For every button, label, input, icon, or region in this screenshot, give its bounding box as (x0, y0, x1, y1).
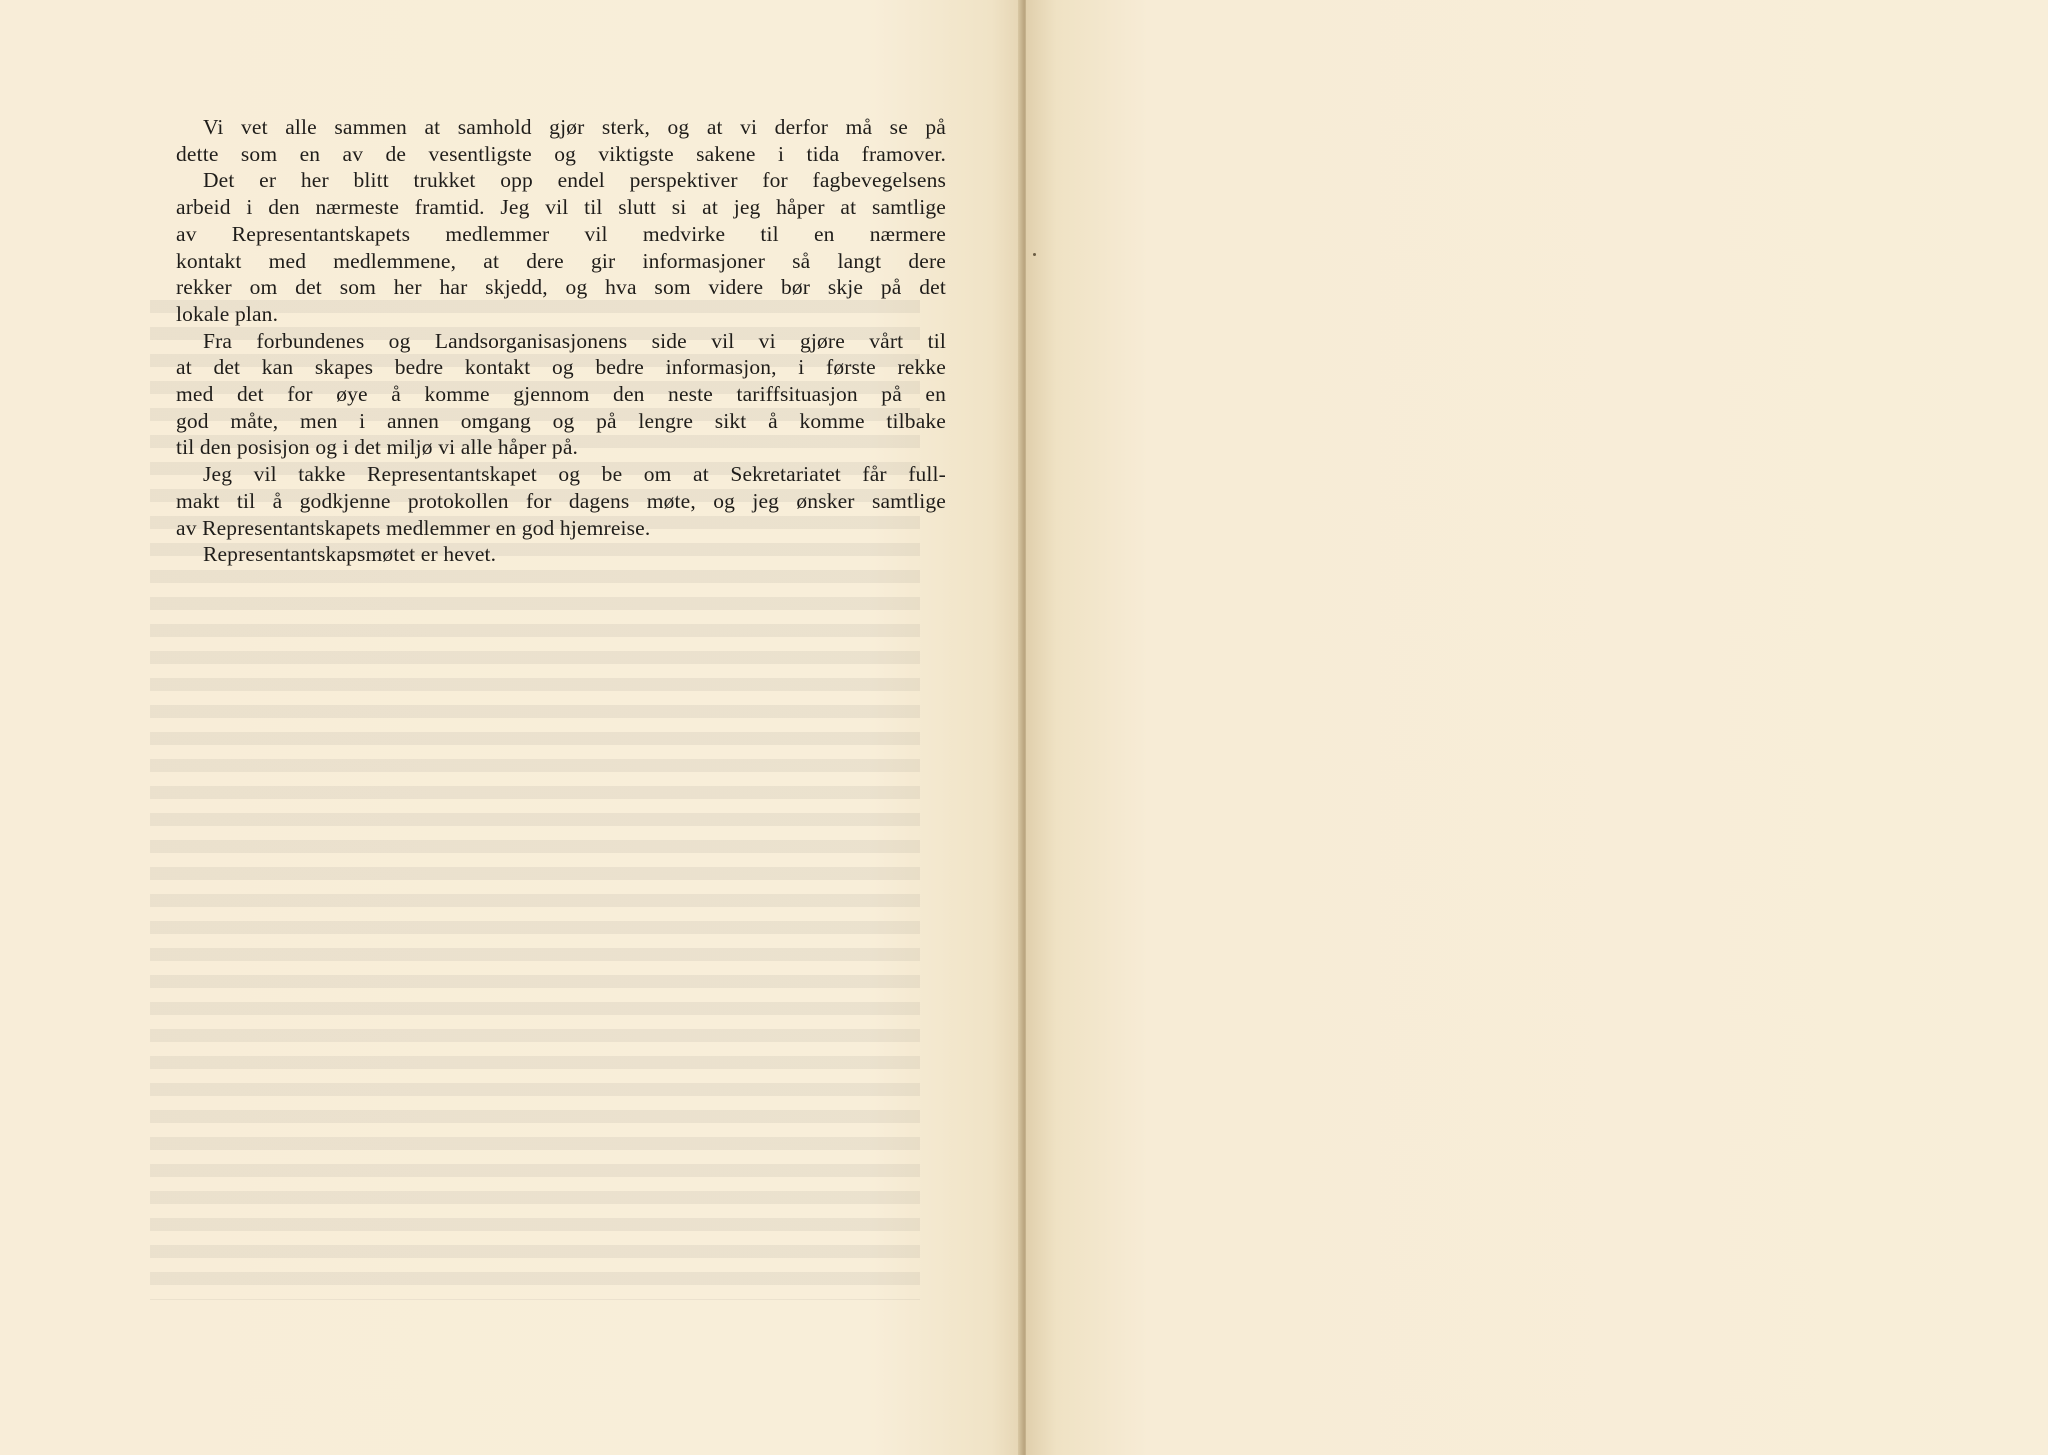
body-text (176, 114, 946, 568)
text-line: Fra forbundenes og Landsorganisasjonens side vil vi gjøre vårt til (203, 328, 946, 353)
right-page (1026, 0, 2048, 1455)
text-line: med det for øye å komme gjennom den neste tariffsituasjon på en (176, 382, 946, 407)
text-line: rekker om det som her har skjedd, og hva som videre bør skje på det (176, 275, 946, 300)
paper-speck (1033, 253, 1036, 256)
text-line: til den posisjon og i det miljø vi alle håper på. (176, 435, 579, 460)
text-line: dette som en av de vesentligste og viktigste sakene i tida framover. (176, 141, 946, 166)
text-line: arbeid i den nærmeste framtid. Jeg vil til slutt si at jeg håper at samtlige (176, 195, 946, 220)
text-line: kontakt med medlemmene, at dere gir informasjoner så langt dere (176, 248, 946, 273)
text-line: av Representantskapets medlemmer vil medvirke til en nærmere (176, 221, 946, 246)
text-line: god måte, men i annen omgang og på lengre sikt å komme tilbake (176, 408, 946, 433)
text-line: makt til å godkjenne protokollen for dagens møte, og jeg ønsker samtlige (176, 488, 946, 513)
text-line: Representantskapsmøtet er hevet. (203, 542, 497, 567)
text-line: at det kan skapes bedre kontakt og bedre informasjon, i første rekke (176, 355, 946, 380)
text-line: Vi vet alle sammen at samhold gjør sterk, og at vi derfor må se på (203, 115, 946, 139)
text-line: lokale plan. (176, 301, 279, 326)
text-line: Jeg vil takke Representantskapet og be om at Sekretariatet får full- (203, 462, 946, 487)
left-page (0, 0, 1022, 1455)
text-line: av Representantskapets medlemmer en god hjemreise. (176, 515, 651, 540)
text-line: Det er her blitt trukket opp endel perspektiver for fagbevegelsens (203, 168, 946, 193)
